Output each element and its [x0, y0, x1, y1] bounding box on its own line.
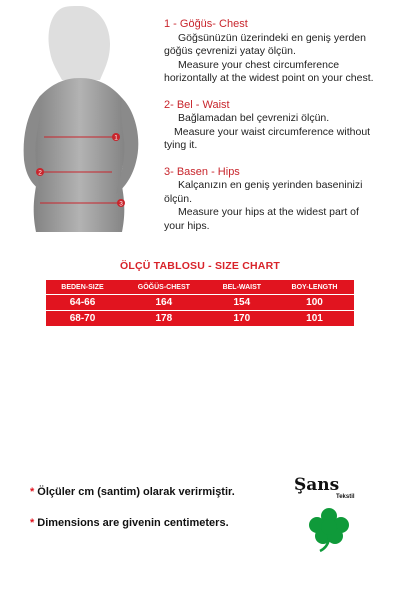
table-cell: 154: [209, 295, 275, 311]
table-cell: 170: [209, 311, 275, 327]
instruction-line: Measure your hips at the widest part of: [178, 206, 359, 218]
instruction-line: göğüs çevrenizi yatay ölçün.: [164, 45, 296, 57]
instruction-line: Kalçanızın en geniş yerinden baseninizi: [178, 179, 363, 191]
size-chart-title: ÖLÇÜ TABLOSU - SIZE CHART: [120, 260, 280, 272]
instruction-waist: [164, 99, 396, 153]
table-cell: 64-66: [46, 295, 119, 311]
note-units-tr: [30, 486, 235, 498]
clover-icon: [304, 505, 354, 553]
table-cell: 178: [119, 311, 209, 327]
logo-name: Şans: [294, 475, 340, 495]
table-cell: 101: [275, 311, 354, 327]
asterisk-marker: *: [30, 517, 35, 529]
head-shape: [49, 6, 111, 80]
measurement-instructions: [164, 18, 396, 246]
instruction-line: Göğsünüzün üzerindeki en geniş yerden: [178, 31, 366, 44]
header-cell-size: BEDEN-SIZE: [46, 280, 119, 295]
size-chart-table: [46, 280, 354, 326]
instruction-line: your hips.: [164, 219, 210, 232]
svg-text:2: 2: [38, 169, 42, 177]
brand-logo: [290, 475, 370, 555]
svg-text:3: 3: [119, 200, 123, 208]
header-cell-chest: GÖĞÜS-CHEST: [119, 280, 209, 295]
table-row: [46, 311, 354, 327]
instruction-line: ölçün.: [164, 192, 193, 205]
instruction-title: 3- Basen - Hips: [164, 165, 240, 178]
asterisk-marker: *: [30, 486, 35, 498]
instruction-title: 2- Bel - Waist: [164, 98, 230, 111]
table-cell: 100: [275, 295, 354, 311]
note-text: Ölçüler cm (santim) olarak verirmiştir.: [37, 486, 235, 498]
instruction-hips: [164, 166, 396, 234]
instruction-chest: [164, 18, 396, 86]
instruction-line: Measure your chest circumference: [178, 58, 340, 71]
note-text: Dimensions are givenin centimeters.: [37, 517, 229, 529]
instruction-line: Bağlamadan bel çevrenizi ölçün.: [178, 112, 330, 124]
torso-shape: [28, 78, 131, 232]
header-cell-waist: BEL-WAIST: [209, 280, 275, 295]
instruction-line: tying it.: [164, 139, 198, 151]
notes: [30, 486, 235, 548]
table-header-row: [46, 280, 354, 295]
body-silhouette-svg: [0, 0, 160, 250]
instruction-title: 1 - Göğüs- Chest: [164, 18, 248, 30]
svg-text:1: 1: [114, 134, 118, 142]
logo-subtitle: Tekstil: [336, 494, 355, 500]
table-cell: 68-70: [46, 311, 119, 327]
body-silhouette-figure: [0, 0, 160, 250]
instruction-line: horizontally at the widest point on your chest.: [164, 72, 374, 84]
instruction-line: Measure your waist circumference without: [174, 125, 371, 138]
header-cell-length: BOY-LENGTH: [275, 280, 354, 295]
table-row: [46, 295, 354, 311]
table-cell: 164: [119, 295, 209, 311]
note-units-en: [30, 517, 235, 529]
